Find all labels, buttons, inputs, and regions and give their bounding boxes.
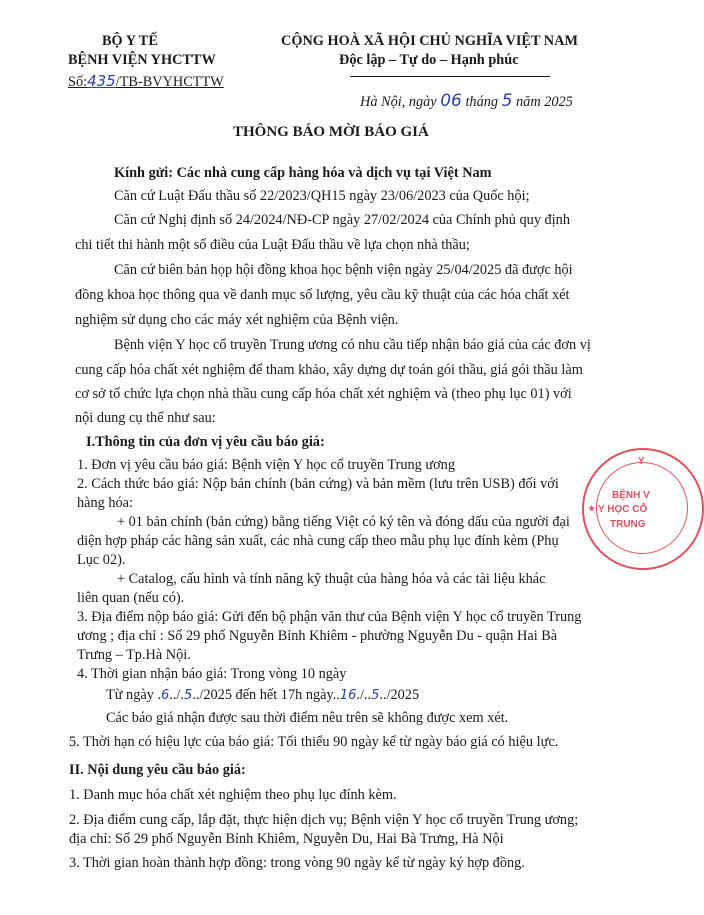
hospital-name: BỆNH VIỆN YHCTTW	[68, 52, 216, 68]
section-1-line: diện hợp pháp các hãng sản xuất, các nhà cung cấp theo mẫu phụ lục đính kèm (Phụ	[77, 533, 559, 549]
document-title: THÔNG BÁO MỜI BÁO GIÁ	[233, 124, 429, 140]
intro-line: nội dung cụ thể như sau:	[75, 410, 216, 426]
issue-date	[360, 91, 573, 111]
to-suffix: ../2025	[379, 687, 420, 703]
basis-line: Căn cứ Luật Đấu thầu số 22/2023/QH15 ngày 23/06/2023 của Quốc hội;	[114, 188, 530, 204]
date-day-handwritten: 06	[440, 91, 462, 111]
section-1-line: ương ; địa chỉ : Số 29 phố Nguyễn Bỉnh Khiêm - phường Nguyễn Du - quận Hai Bà	[77, 628, 558, 644]
validity-line: 5. Thời hạn có hiệu lực của báo giá: Tối thiểu 90 ngày kể từ ngày báo giá có hiệu lực.	[69, 734, 559, 750]
date-prefix: Hà Nội, ngày	[360, 94, 437, 110]
section-1-line: + Catalog, cấu hình và tính năng kỹ thuật của hàng hóa và các tài liệu khác	[117, 571, 546, 587]
date-year: năm 2025	[516, 94, 573, 110]
seal-text-2: Y HỌC CỔ	[598, 504, 648, 515]
section-2-line: 1. Danh mục hóa chất xét nghiệm theo phụ lục đính kèm.	[69, 787, 397, 803]
seal-side-text: Y	[638, 456, 645, 467]
section-1-line: hàng hóa:	[77, 495, 133, 511]
to-day-handwritten: 16	[339, 688, 357, 703]
section-1-line: liên quan (nếu có).	[77, 590, 185, 606]
ministry-name: BỘ Y TẾ	[102, 33, 158, 49]
basis-line: đồng khoa học thông qua về danh mục số lượng, yêu cầu kỹ thuật của các hóa chất xét	[75, 287, 570, 303]
submission-window	[106, 687, 419, 704]
basis-line: nghiệm sử dụng cho các máy xét nghiệm của Bệnh viện.	[75, 312, 399, 328]
section-1-line: 4. Thời gian nhận báo giá: Trong vòng 10 ngày	[77, 666, 347, 682]
from-sep: ../.	[169, 687, 184, 703]
hospital-seal	[582, 448, 704, 570]
number-handwritten: 435	[87, 72, 116, 90]
section-2-heading: II. Nội dung yêu cầu báo giá:	[69, 762, 246, 778]
section-1-line: 2. Cách thức báo giá: Nộp bản chính (bản cứng) và bản mềm (lưu trên USB) đối với	[77, 476, 559, 492]
number-suffix: /TB-BVYHCTTW	[115, 74, 224, 90]
national-motto: Độc lập – Tự do – Hạnh phúc	[339, 52, 519, 68]
intro-line: Bệnh viện Y học cổ truyền Trung ương có nhu cầu tiếp nhận báo giá của các đơn vị	[114, 337, 591, 353]
from-month-handwritten: 5	[183, 688, 193, 703]
basis-line: chi tiết thi hành một số điều của Luật Đấu thầu về lựa chọn nhà thầu;	[75, 237, 470, 253]
document-number	[68, 72, 224, 91]
section-2-line: địa chỉ: Số 29 phố Nguyễn Bỉnh Khiêm, Nguyễn Du, Hai Bà Trưng, Hà Nội	[69, 831, 504, 847]
from-prefix: Từ ngày .	[106, 687, 161, 703]
seal-star-icon: ★	[588, 504, 596, 513]
basis-line: Căn cứ biên bản họp hội đồng khoa học bệnh viện ngày 25/04/2025 đã được hội	[114, 262, 573, 278]
intro-line: cơ sở tổ chức lựa chọn nhà thầu cung cấp hóa chất xét nghiệm và (theo phụ lục 01) với	[75, 386, 572, 402]
to-month-handwritten: 5	[371, 688, 380, 703]
section-2-line: 3. Thời gian hoàn thành hợp đồng: trong vòng 90 ngày kể từ ngày ký hợp đồng.	[69, 855, 525, 871]
seal-text-1: BỆNH V	[612, 490, 650, 501]
date-month-label: tháng	[465, 94, 499, 110]
from-day-handwritten: 6	[161, 688, 170, 703]
section-1-line: Trưng – Tp.Hà Nội.	[77, 647, 191, 663]
section-1-line: + 01 bản chính (bản cứng) bằng tiếng Việt có ký tên và đóng dấu của người đại	[117, 514, 570, 530]
section-1-line: Lục 02).	[77, 552, 126, 568]
to-sep: ./..	[356, 687, 372, 703]
section-2-line: 2. Địa điểm cung cấp, lắp đặt, thực hiện dịch vụ; Bệnh viện Y học cổ truyền Trung ương;	[69, 812, 579, 828]
nation-name: CỘNG HOÀ XÃ HỘI CHỦ NGHĨA VIỆT NAM	[281, 33, 578, 49]
basis-line: Căn cứ Nghị định số 24/2024/NĐ-CP ngày 27/02/2024 của Chính phủ quy định	[114, 212, 570, 228]
date-month-handwritten: 5	[501, 91, 513, 111]
late-note: Các báo giá nhận được sau thời điểm nêu trên sẽ không được xem xét.	[106, 710, 509, 726]
section-1-line: 3. Địa điểm nộp báo giá: Gửi đến bộ phận văn thư của Bệnh viện Y học cổ truyền Trung	[77, 609, 582, 625]
seal-text-3: TRUNG	[610, 519, 646, 530]
section-1-heading: I.Thông tin của đơn vị yêu cầu báo giá:	[86, 434, 325, 450]
section-1-line: 1. Đơn vị yêu cầu báo giá: Bệnh viện Y học cổ truyền Trung ương	[77, 457, 455, 473]
from-suffix: ../2025 đến hết 17h ngày..	[192, 687, 340, 703]
addressee: Kính gửi: Các nhà cung cấp hàng hóa và dịch vụ tại Việt Nam	[114, 165, 492, 181]
number-prefix: Số:	[68, 74, 88, 90]
intro-line: cung cấp hóa chất xét nghiệm để tham khảo, xây dựng dự toán gói thầu, giá gói thầu làm	[75, 362, 583, 378]
motto-underline	[350, 76, 550, 77]
